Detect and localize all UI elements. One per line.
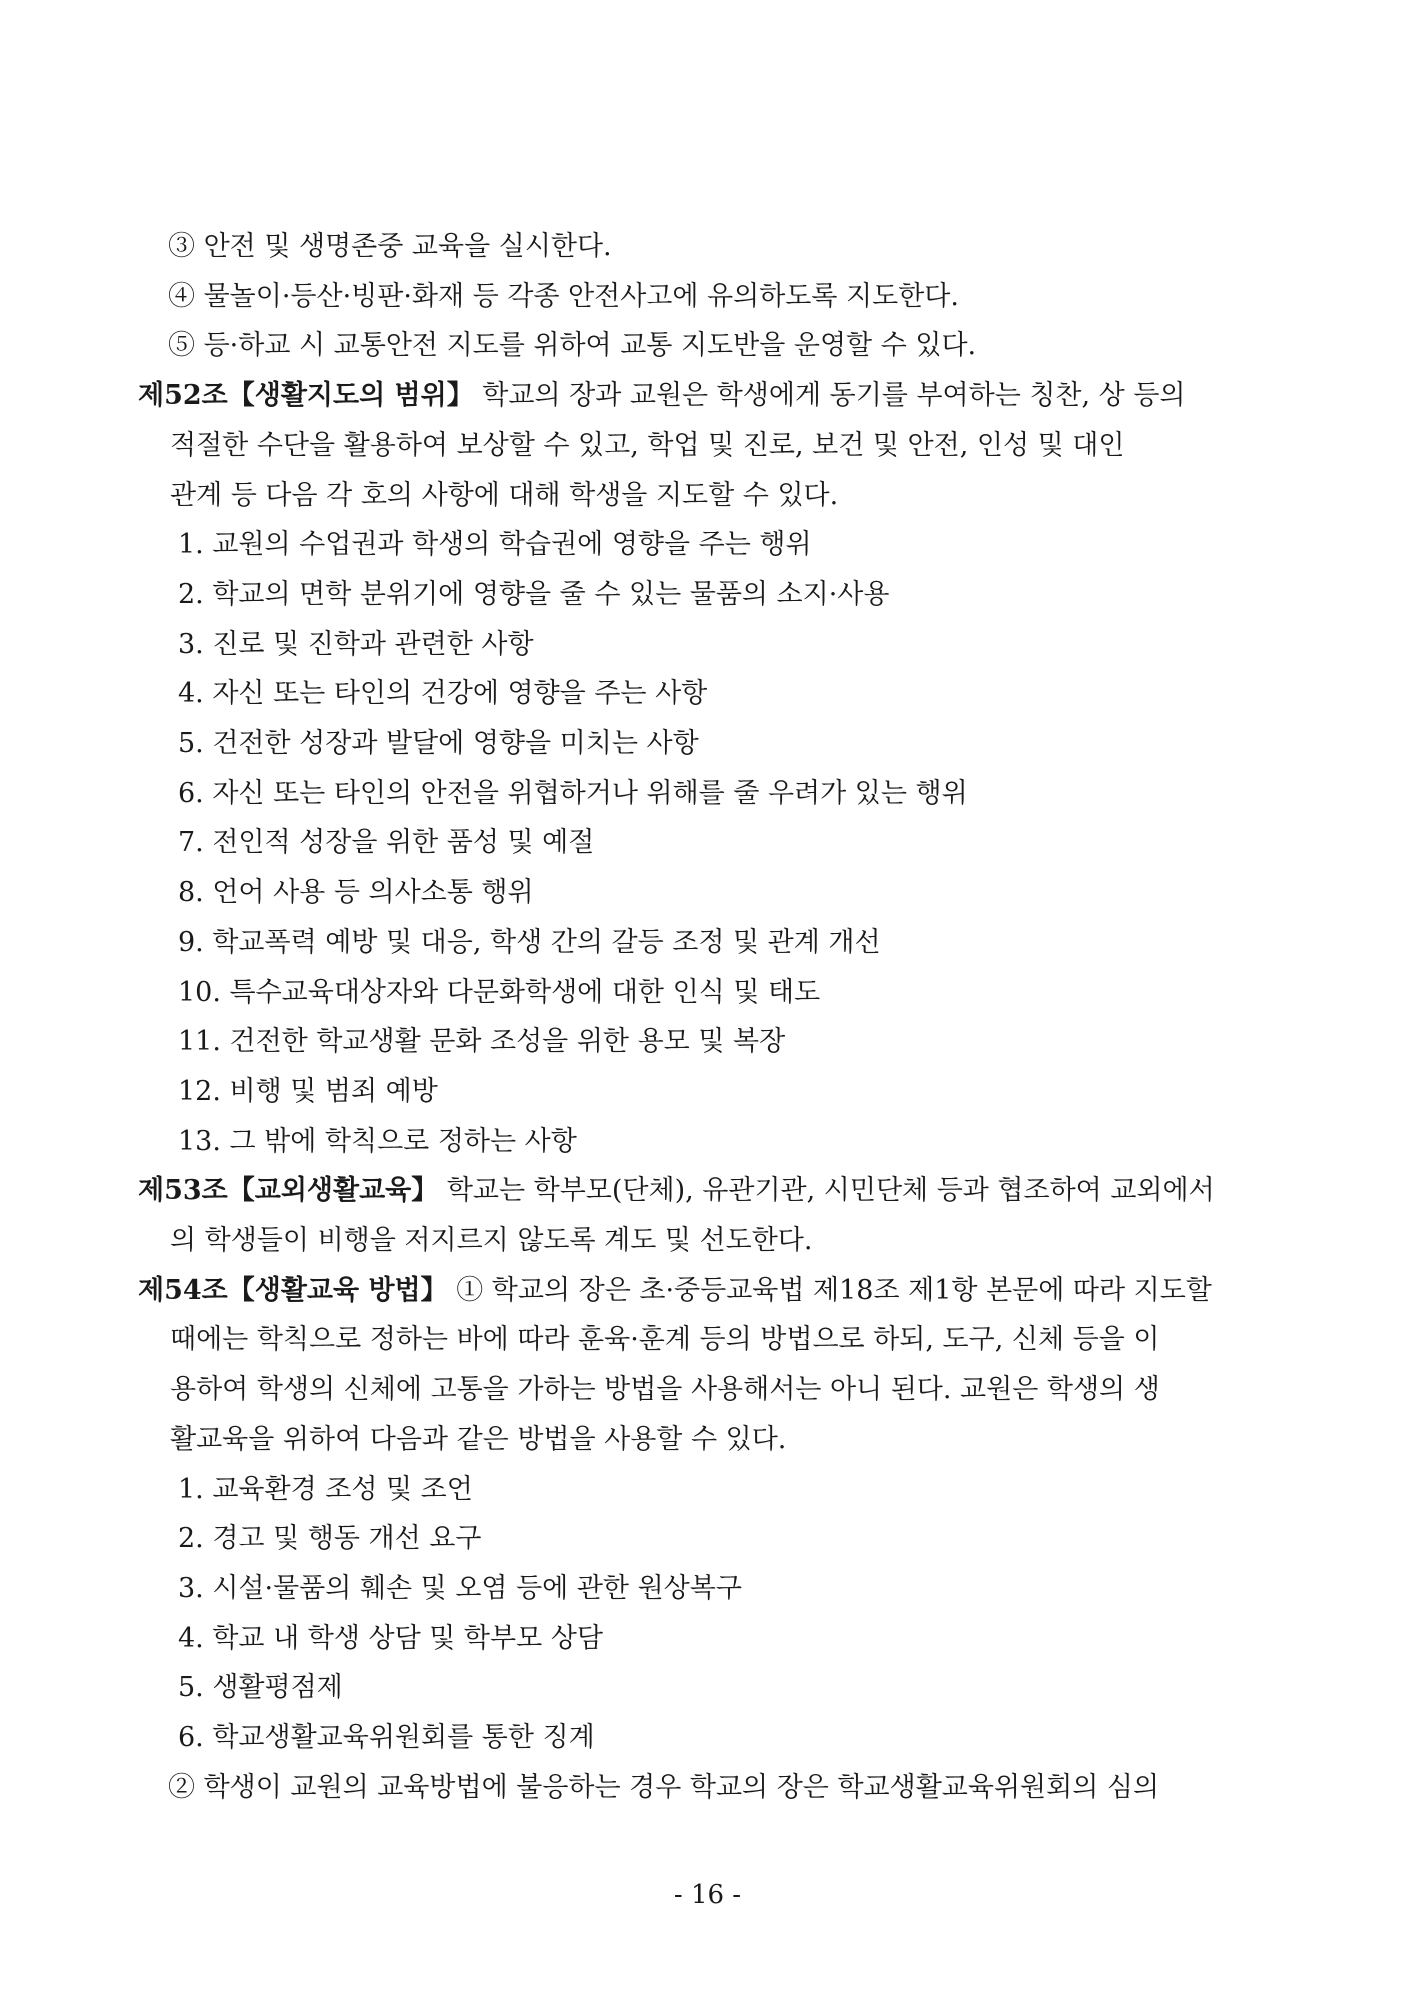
article-53-text: 학교는 학부모(단체), 유관기관, 시민단체 등과 협조하여 교외에서 bbox=[438, 1175, 1215, 1207]
document-body bbox=[138, 222, 1288, 1813]
paragraph-4-accident-prevention: ④ 물놀이·등산·빙판·화재 등 각종 안전사고에 유의하도록 지도한다. bbox=[168, 280, 959, 312]
article-52-first-line bbox=[138, 371, 1288, 421]
article-52-item: 6. 자신 또는 타인의 안전을 위협하거나 위해를 줄 우려가 있는 행위 bbox=[178, 777, 968, 809]
article-52-heading: 제52조【생활지도의 범위】 bbox=[138, 380, 474, 412]
article-52-item: 8. 언어 사용 등 의사소통 행위 bbox=[178, 877, 534, 909]
article-54-first-line bbox=[138, 1266, 1288, 1316]
page-number: - 16 - bbox=[673, 1880, 742, 1910]
article-54-item: 3. 시설·물품의 훼손 및 오염 등에 관한 원상복구 bbox=[178, 1572, 742, 1604]
article-52-item: 12. 비행 및 범죄 예방 bbox=[178, 1075, 438, 1107]
article-53-first-line bbox=[138, 1166, 1288, 1216]
article-52-item: 2. 학교의 면학 분위기에 영향을 줄 수 있는 물품의 소지·사용 bbox=[178, 578, 890, 610]
article-52-item: 13. 그 밖에 학칙으로 정하는 사항 bbox=[178, 1125, 577, 1157]
article-52-continuation: 관계 등 다음 각 호의 사항에 대해 학생을 지도할 수 있다. bbox=[170, 479, 839, 511]
article-52-item: 5. 건전한 성장과 발달에 영향을 미치는 사항 bbox=[178, 728, 699, 760]
article-54-paragraph-2: ② 학생이 교원의 교육방법에 불응하는 경우 학교의 장은 학교생활교육위원회의 심의 bbox=[168, 1771, 1160, 1803]
article-52-item: 3. 진로 및 진학과 관련한 사항 bbox=[178, 628, 534, 660]
article-52-item: 9. 학교폭력 예방 및 대응, 학생 간의 갈등 조정 및 관계 개선 bbox=[178, 926, 881, 958]
article-54-continuation: 때에는 학칙으로 정하는 바에 따라 훈육·훈계 등의 방법으로 하되, 도구, 신체 등을 이 bbox=[170, 1324, 1160, 1356]
article-54-item: 6. 학교생활교육위원회를 통한 징계 bbox=[178, 1722, 595, 1754]
article-54-item: 5. 생활평점제 bbox=[178, 1672, 343, 1704]
article-52-item: 11. 건전한 학교생활 문화 조성을 위한 용모 및 복장 bbox=[178, 1026, 786, 1058]
article-54-continuation: 용하여 학생의 신체에 고통을 가하는 방법을 사용해서는 아니 된다. 교원은 학생의 생 bbox=[170, 1374, 1160, 1406]
paragraph-5-traffic-safety: ⑤ 등·하교 시 교통안전 지도를 위하여 교통 지도반을 운영할 수 있다. bbox=[168, 330, 977, 362]
article-52-item: 4. 자신 또는 타인의 건강에 영향을 주는 사항 bbox=[178, 678, 708, 710]
article-53-heading: 제53조【교외생활교육】 bbox=[138, 1175, 439, 1207]
article-54-item: 4. 학교 내 학생 상담 및 학부모 상담 bbox=[178, 1622, 603, 1654]
article-54-item: 2. 경고 및 행동 개선 요구 bbox=[178, 1523, 482, 1555]
article-52-continuation: 적절한 수단을 활용하여 보상할 수 있고, 학업 및 진로, 보건 및 안전, 인성 및 대인 bbox=[170, 429, 1125, 461]
article-54-item: 1. 교육환경 조성 및 조언 bbox=[178, 1473, 473, 1505]
article-52-item: 10. 특수교육대상자와 다문화학생에 대한 인식 및 태도 bbox=[178, 976, 821, 1008]
article-53-continuation: 의 학생들이 비행을 저지르지 않도록 계도 및 선도한다. bbox=[170, 1225, 813, 1257]
article-52-text: 학교의 장과 교원은 학생에게 동기를 부여하는 칭찬, 상 등의 bbox=[473, 380, 1186, 412]
paragraph-3-safety-education: ③ 안전 및 생명존중 교육을 실시한다. bbox=[168, 231, 612, 262]
article-52-item: 7. 전인적 성장을 위한 품성 및 예절 bbox=[178, 827, 595, 859]
article-54-heading: 제54조【생활교육 방법】 bbox=[138, 1274, 448, 1306]
article-54-text: ① 학교의 장은 초·중등교육법 제18조 제1항 본문에 따라 지도할 bbox=[447, 1274, 1212, 1306]
article-52-item: 1. 교원의 수업권과 학생의 학습권에 영향을 주는 행위 bbox=[178, 529, 812, 561]
article-54-continuation: 활교육을 위하여 다음과 같은 방법을 사용할 수 있다. bbox=[170, 1423, 787, 1455]
